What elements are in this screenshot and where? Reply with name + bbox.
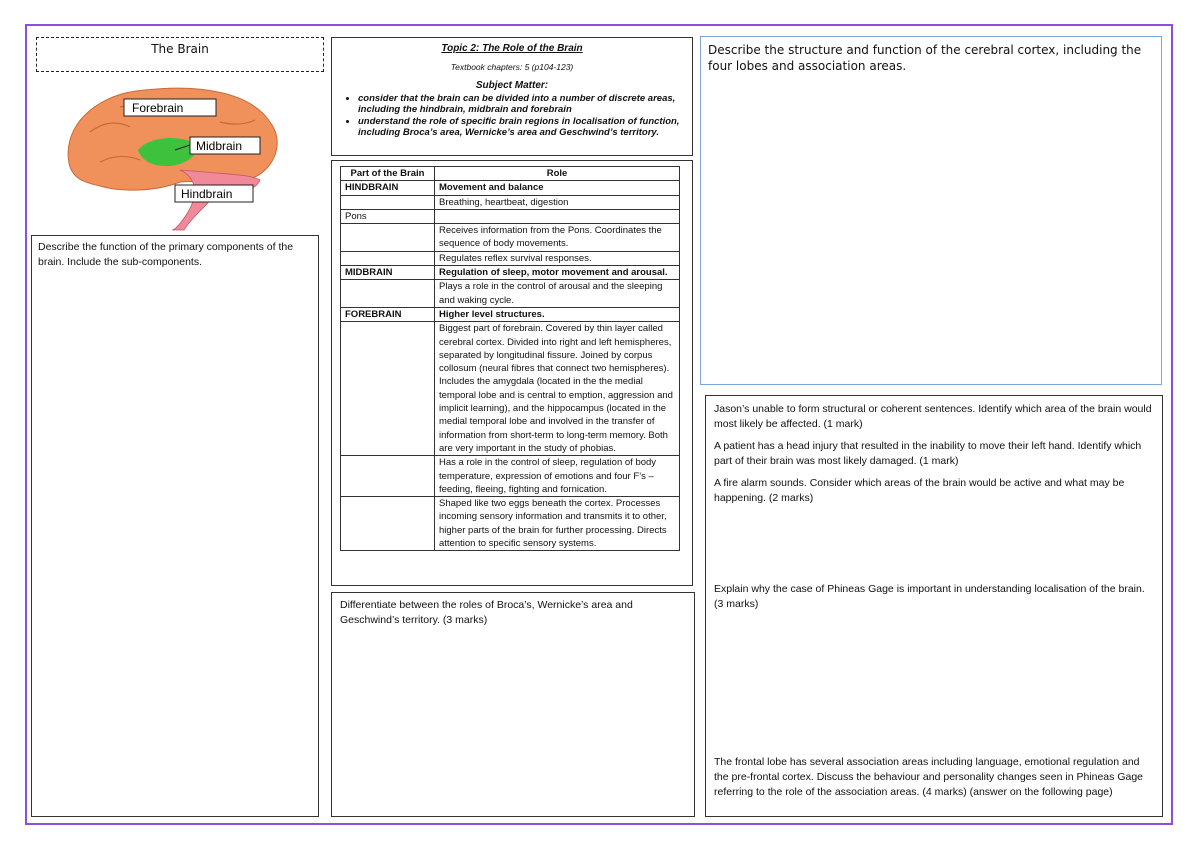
question-head-injury: A patient has a head injury that resulted in the inability to move their left hand. Identify which part of their brain was most likely damaged. (1 mark) bbox=[714, 440, 1142, 468]
topic-title: Topic 2: The Role of the Brain bbox=[441, 43, 583, 54]
primary-components-prompt: Describe the function of the primary components of the brain. Include the sub-components. bbox=[38, 241, 294, 269]
role-cell: Biggest part of forebrain. Covered by thin layer called cerebral cortex. Divided into right and left hemispheres, separated by longitudinal fissure. Joined by corpus collosum (neural fibres that connect two hemispheres). Includes the amygdala (located in the the medial temporal lobe and is central to emption, aggression and implicit learning), and the hippocampus (located in the medial temporal lobe and involved in the transfer of information from short-term to long-term memory. Both are very important in the study of phobias. bbox=[435, 322, 680, 456]
subject-matter-list bbox=[332, 93, 692, 139]
header-role: Role bbox=[435, 167, 680, 181]
page-title-text: The Brain bbox=[151, 42, 209, 56]
header-part: Part of the Brain bbox=[341, 167, 435, 181]
brain-roles-panel bbox=[331, 160, 693, 586]
cerebral-cortex-answer-box[interactable] bbox=[700, 36, 1162, 385]
primary-components-answer-box[interactable] bbox=[31, 235, 319, 817]
subject-matter-heading: Subject Matter: bbox=[475, 80, 549, 91]
role-cell: Higher level structures. bbox=[435, 307, 680, 321]
table-row bbox=[341, 251, 680, 265]
brain-diagram bbox=[60, 82, 320, 232]
question-frontal-lobe: The frontal lobe has several association areas including language, emotional regulation and the pre-frontal cortex. Discuss the behaviour and personality changes seen in Phineas Gage referring to the role of the association areas. (4 marks) (answer on the following page) bbox=[714, 756, 1144, 799]
topic-box bbox=[331, 37, 693, 156]
part-cell bbox=[341, 456, 435, 497]
role-cell: Receives information from the Pons. Coordinates the sequence of body movements. bbox=[435, 224, 680, 252]
part-cell bbox=[341, 497, 435, 551]
subject-matter-item: • consider that the brain can be divided into a number of discrete areas, including the hindbrain, midbrain and forebrain bbox=[358, 93, 692, 116]
part-cell bbox=[341, 322, 435, 456]
subject-matter-item: • understand the role of specific brain regions in localisation of function, including Broca’s area, Wernicke’s area and Geschwind’s territory. bbox=[358, 116, 692, 139]
role-cell: Breathing, heartbeat, digestion bbox=[435, 195, 680, 209]
role-cell: Movement and balance bbox=[435, 181, 680, 195]
role-cell: Shaped like two eggs beneath the cortex. Processes incoming sensory information and transmits it to other, higher parts of the brain for further processing. Directs attention to specific sensory systems. bbox=[435, 497, 680, 551]
part-cell: HINDBRAIN bbox=[341, 181, 435, 195]
question-phineas-gage: Explain why the case of Phineas Gage is important in understanding localisation of the brain. (3 marks) bbox=[714, 583, 1145, 611]
cerebral-cortex-prompt: Describe the structure and function of the cerebral cortex, including the four lobes and association areas. bbox=[708, 43, 1142, 74]
role-cell bbox=[435, 209, 680, 223]
questions-answer-box[interactable] bbox=[705, 395, 1163, 817]
table-row bbox=[341, 307, 680, 321]
part-cell: FOREBRAIN bbox=[341, 307, 435, 321]
table-row bbox=[341, 224, 680, 252]
broca-wernicke-answer-box[interactable] bbox=[331, 592, 695, 817]
table-row bbox=[341, 322, 680, 456]
broca-wernicke-prompt: Differentiate between the roles of Broca’s, Wernicke’s area and Geschwind’s territory. (3 marks) bbox=[340, 599, 633, 627]
role-cell: Regulation of sleep, motor movement and arousal. bbox=[435, 266, 680, 280]
hindbrain-label: Hindbrain bbox=[181, 187, 233, 201]
part-cell: Pons bbox=[341, 209, 435, 223]
forebrain-label: Forebrain bbox=[132, 101, 184, 115]
part-cell bbox=[341, 195, 435, 209]
role-cell: Has a role in the control of sleep, regulation of body temperature, expression of emotions and four F’s – feeding, fleeing, fighting and fornication. bbox=[435, 456, 680, 497]
table-header-row bbox=[341, 167, 680, 181]
question-jason: Jason’s unable to form structural or coherent sentences. Identify which area of the brain would most likely be affected. (1 mark) bbox=[714, 403, 1152, 431]
table-row bbox=[341, 280, 680, 308]
textbook-chapters: Textbook chapters: 5 (p104-123) bbox=[450, 62, 574, 72]
table-row bbox=[341, 497, 680, 551]
part-cell bbox=[341, 251, 435, 265]
page-title bbox=[36, 37, 324, 72]
table-row bbox=[341, 195, 680, 209]
part-cell bbox=[341, 224, 435, 252]
table-row bbox=[341, 266, 680, 280]
part-cell bbox=[341, 280, 435, 308]
brain-roles-table bbox=[340, 166, 680, 551]
table-row bbox=[341, 456, 680, 497]
role-cell: Regulates reflex survival responses. bbox=[435, 251, 680, 265]
table-row bbox=[341, 209, 680, 223]
role-cell: Plays a role in the control of arousal and the sleeping and waking cycle. bbox=[435, 280, 680, 308]
question-fire-alarm: A fire alarm sounds. Consider which areas of the brain would be active and what may be happening. (2 marks) bbox=[714, 477, 1125, 505]
table-row bbox=[341, 181, 680, 195]
part-cell: MIDBRAIN bbox=[341, 266, 435, 280]
midbrain-label: Midbrain bbox=[196, 139, 243, 153]
